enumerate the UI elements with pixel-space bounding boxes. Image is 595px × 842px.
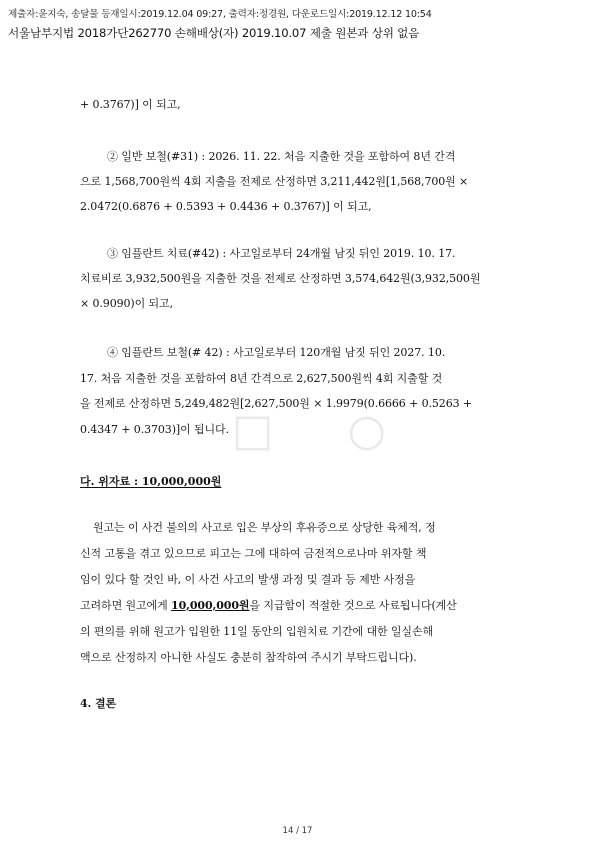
highlighted-amount: 10,000,000원 — [171, 599, 250, 612]
submission-meta-line: 제출자:윤지숙, 송달물 등재일시:2019.12.04 09:27, 출력자:정경원, 다운로드일시:2019.12.12 10:54 — [8, 9, 432, 20]
body-line: 으로 1,568,700원씩 4회 지출을 전제로 산정하면 3,211,442원[1,568,700원 × — [80, 175, 469, 188]
body-line: 치료비로 3,932,500원을 지출한 것을 전제로 산정하면 3,574,642원(3,932,500원 — [80, 272, 481, 285]
body-line: ④ 임플란트 보철(# 42) : 사고일로부터 120개월 남짓 뒤인 2027. 10. — [107, 346, 446, 359]
body-line: 을 전제로 산정하면 5,249,482원[2,627,500원 × 1.9979(0.6666 + 0.5263 + — [80, 397, 472, 410]
watermark: □ ○ — [232, 405, 416, 456]
text-run: 고려하면 원고에게 — [80, 599, 172, 612]
body-line: + 0.3767)] 이 되고, — [80, 98, 181, 111]
body-line: × 0.9090)이 되고, — [80, 297, 173, 310]
body-line: 2.0472(0.6876 + 0.5393 + 0.4436 + 0.3767)] 이 되고, — [80, 200, 372, 213]
body-line: 신적 고통을 겪고 있으므로 피고는 그에 대하여 금전적으로나마 위자할 책 — [80, 547, 427, 560]
page-number: 14 / 17 — [282, 826, 313, 836]
text-run: 을 지급함이 적절한 것으로 사료됩니다(계산 — [249, 599, 457, 612]
body-line — [80, 599, 457, 613]
section-heading-conclusion: 4. 결론 — [80, 697, 117, 710]
body-line: 액으로 산정하지 아니한 사실도 충분히 참작하여 주시기 부탁드립니다). — [80, 651, 417, 664]
body-line: 의 편의를 위해 원고가 입원한 11일 동안의 입원치료 기간에 대한 일실손해 — [80, 625, 434, 638]
body-line: 원고는 이 사건 불의의 사고로 입은 부상의 후유증으로 상당한 육체적, 정 — [93, 521, 436, 534]
body-line: ③ 임플란트 치료(#42) : 사고일로부터 24개월 남짓 뒤인 2019. 10. 17. — [107, 247, 456, 260]
document-id-line: 서울남부지법 2018가단262770 손해배상(자) 2019.10.07 제출 원본과 상위 없음 — [8, 26, 420, 40]
body-line: 0.4347 + 0.3703)]이 됩니다. — [80, 423, 229, 436]
body-line: 17. 처음 지출한 것을 포함하여 8년 간격으로 2,627,500원씩 4회 지출할 것 — [80, 372, 443, 385]
body-line: 임이 있다 할 것인 바, 이 사건 사고의 발생 과정 및 결과 등 제반 사정을 — [80, 573, 416, 586]
body-line: ② 일반 보철(#31) : 2026. 11. 22. 처음 지출한 것을 포함하여 8년 간격 — [107, 150, 456, 163]
section-heading-consolation-money: 다. 위자료 : 10,000,000원 — [80, 475, 222, 488]
